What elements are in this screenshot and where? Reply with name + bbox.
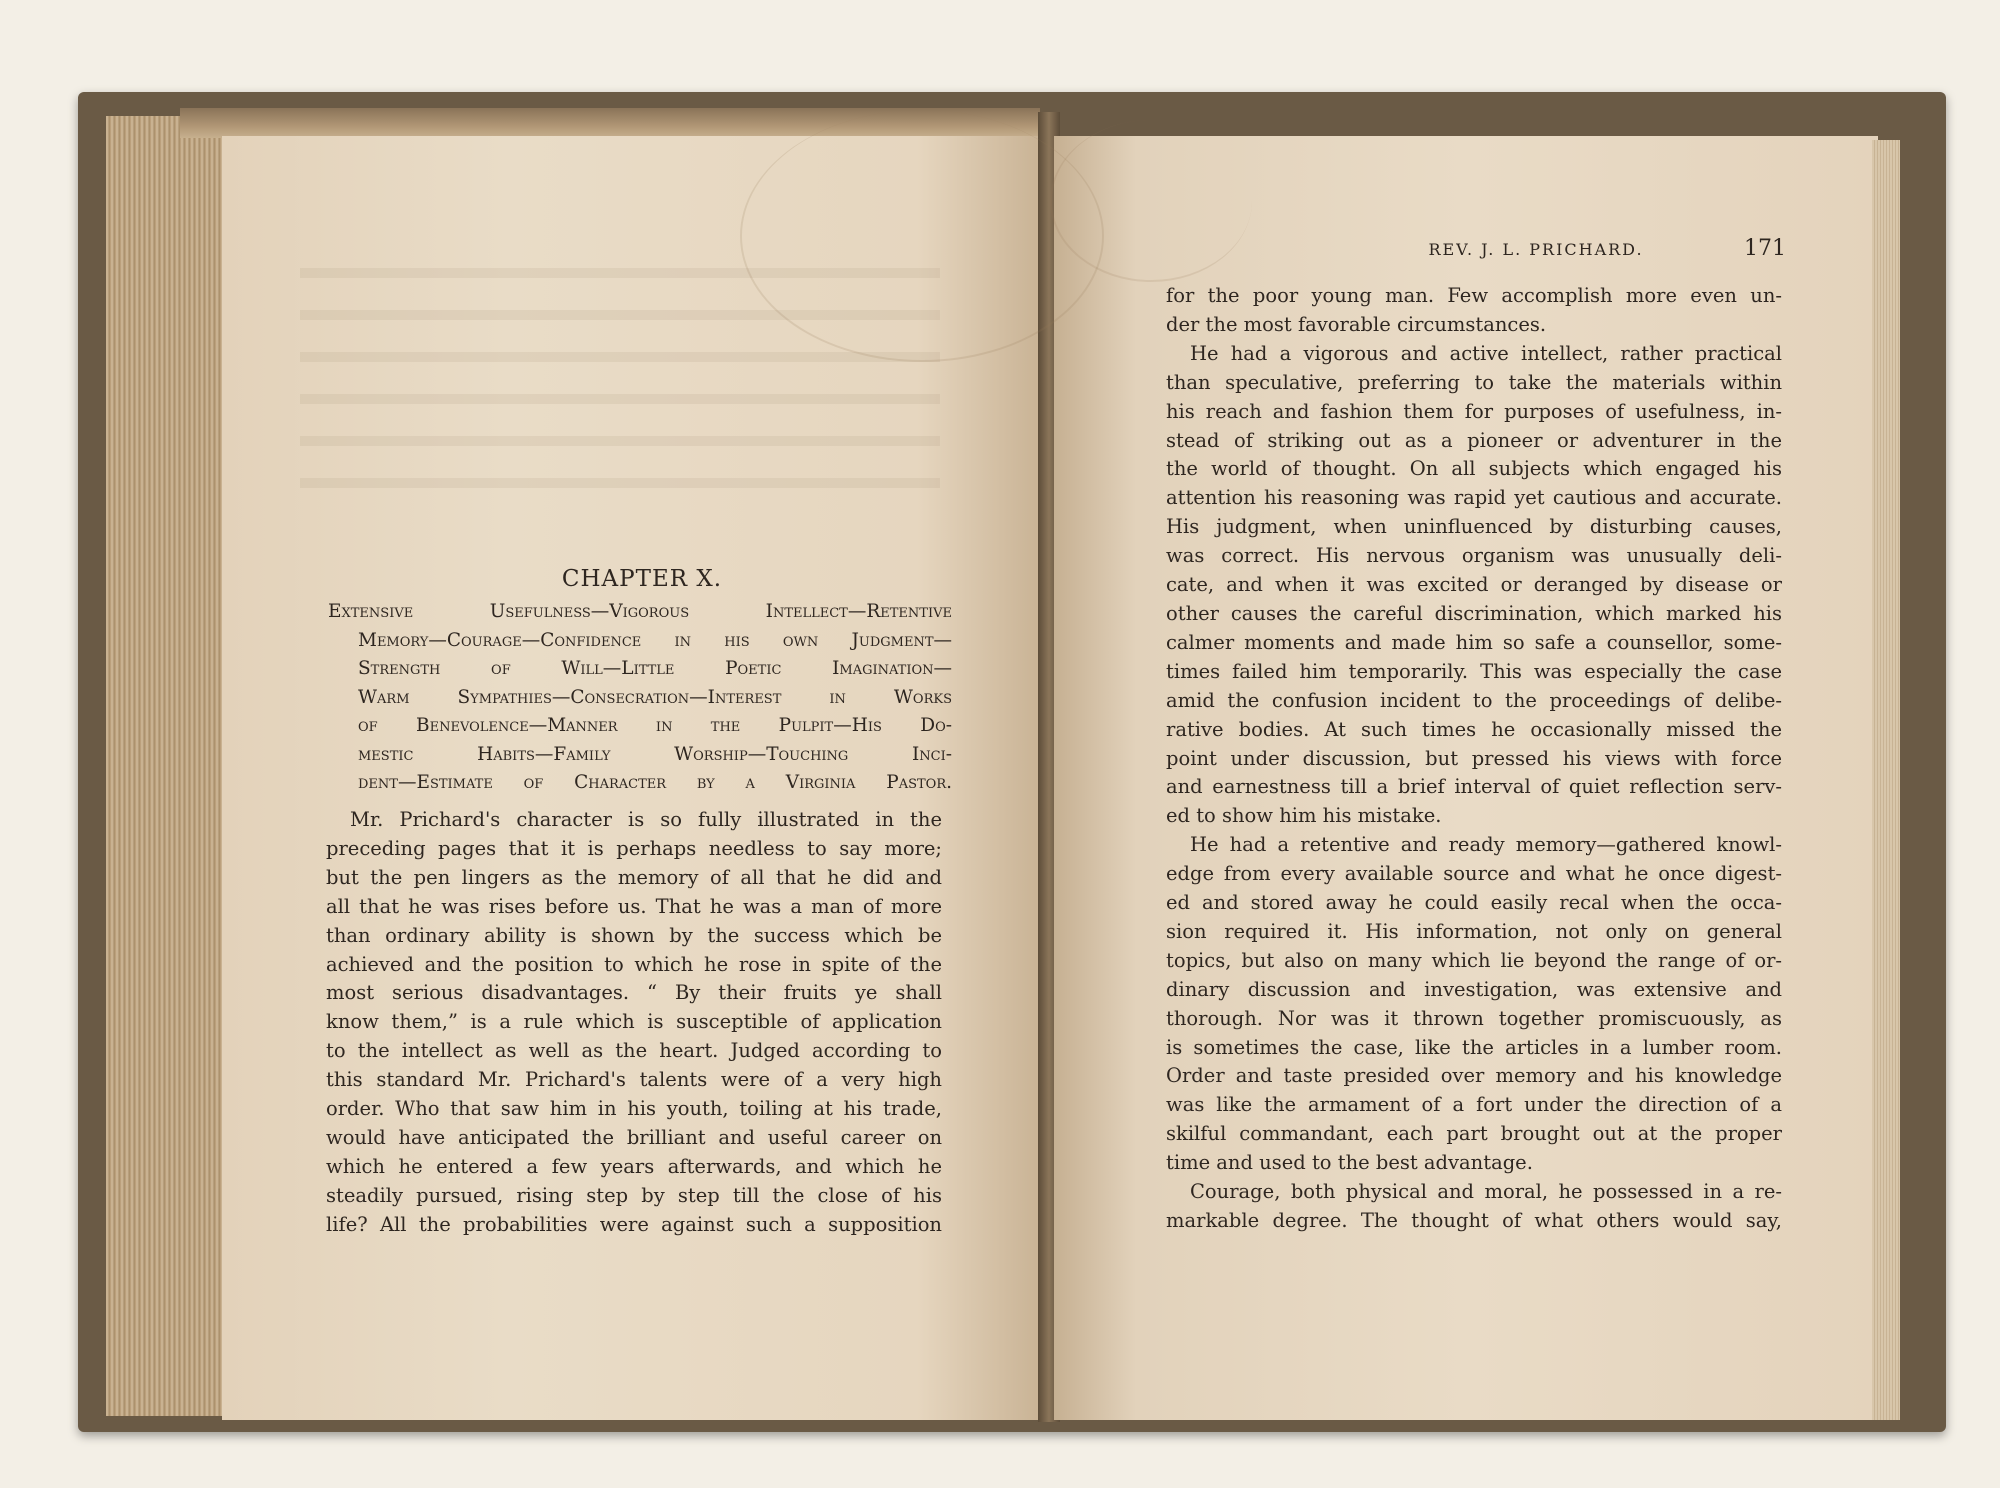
summary-line: Extensive Usefulness—Vigorous Intellect—Retentive [328, 601, 952, 622]
text-line: Order and taste presided over memory and his knowledge [1166, 1064, 1782, 1088]
text-line: His judgment, when uninfluenced by disturbing causes, [1166, 515, 1782, 539]
text-line: order. Who that saw him in his youth, toiling at his trade, [326, 1097, 942, 1121]
page-edges-right [1872, 140, 1900, 1420]
water-stain [1050, 120, 1252, 282]
text-line: ed to show him his mistake. [1166, 804, 1442, 828]
water-stain [740, 110, 1104, 362]
text-line: is sometimes the case, like the articles in a lumber room. [1166, 1035, 1782, 1059]
left-page-body [326, 806, 942, 1240]
text-line: thorough. Nor was it thrown together promiscuously, as [1166, 1006, 1782, 1030]
summary-line: Memory—Courage—Confidence in his own Judgment— [358, 629, 952, 651]
text-line: was correct. His nervous organism was unusually deli- [1166, 544, 1782, 568]
summary-line: mestic Habits—Family Worship—Touching Inci- [358, 743, 952, 765]
text-line: topics, but also on many which lie beyond the range of or- [1166, 948, 1782, 972]
text-line: skilful commandant, each part brought out at the proper [1166, 1122, 1782, 1146]
text-line: for the poor young man. Few accomplish more even un- [1166, 284, 1782, 307]
text-line: amid the confusion incident to the proceedings of delibe- [1166, 688, 1782, 712]
text-line: stead of striking out as a pioneer or adventurer in the [1166, 428, 1782, 452]
page-edges-left [106, 116, 226, 1416]
summary-line: of Benevolence—Manner in the Pulpit—His Do- [358, 715, 952, 736]
text-line: time and used to the best advantage. [1166, 1151, 1533, 1175]
text-line: the world of thought. On all subjects which engaged his [1166, 457, 1782, 481]
text-line: Courage, both physical and moral, he possessed in a re- [1190, 1180, 1782, 1204]
text-line: steadily pursued, rising step by step till the close of his [326, 1183, 942, 1207]
text-line: achieved and the position to which he rose in spite of the [326, 952, 942, 976]
text-line: He had a retentive and ready memory—gathered knowl- [1190, 833, 1782, 857]
right-page-body [1166, 282, 1782, 1236]
text-line: preceding pages that it is perhaps needless to say more; [326, 836, 942, 860]
text-line: He had a vigorous and active intellect, rather practical [1190, 341, 1782, 365]
chapter-title: CHAPTER X. [561, 566, 723, 592]
text-line: know them,” is a rule which is susceptible of application [326, 1010, 942, 1034]
text-line: than ordinary ability is shown by the success which be [326, 923, 942, 947]
text-line: to the intellect as well as the heart. Judged according to [326, 1039, 942, 1063]
text-line: attention his reasoning was rapid yet cautious and accurate. [1166, 486, 1782, 510]
text-line: times failed him temporarily. This was especially the case [1166, 659, 1782, 683]
chapter-summary [328, 598, 952, 798]
text-line: calmer moments and made him so safe a counsellor, some- [1166, 630, 1782, 654]
text-line: point under discussion, but pressed his views with force [1166, 746, 1782, 770]
text-line: than speculative, preferring to take the materials within [1166, 370, 1782, 394]
text-line: and earnestness till a brief interval of quiet reflection serv- [1166, 775, 1782, 799]
text-line: all that he was rises before us. That he was a man of more [326, 894, 942, 918]
text-line: Mr. Prichard's character is so fully illustrated in the [350, 808, 942, 831]
text-line: life? All the probabilities were against such a supposition [326, 1212, 942, 1236]
summary-line: Strength of Will—Little Poetic Imagination— [358, 658, 952, 679]
page-number: 171 [1744, 236, 1786, 261]
text-line: dinary discussion and investigation, was extensive and [1166, 977, 1782, 1001]
text-line: this standard Mr. Prichard's talents were of a very high [326, 1068, 942, 1092]
text-line: was like the armament of a fort under the direction of a [1166, 1093, 1782, 1117]
text-line: edge from every available source and what he once digest- [1166, 862, 1782, 886]
text-line: most serious disadvantages. “ By their fruits ye shall [326, 981, 942, 1005]
summary-line: Warm Sympathies—Consecration—Interest in Works [358, 686, 952, 708]
text-line: which he entered a few years afterwards, and which he [326, 1154, 942, 1178]
text-line: der the most favorable circumstances. [1166, 312, 1547, 336]
text-line: would have anticipated the brilliant and useful career on [326, 1125, 942, 1149]
text-line: other causes the careful discrimination, which marked his [1166, 601, 1782, 625]
running-head: REV. J. L. PRICHARD. [1428, 240, 1644, 259]
text-line: rative bodies. At such times he occasionally missed the [1166, 717, 1782, 741]
summary-line: dent—Estimate of Character by a Virginia Pastor. [358, 772, 952, 793]
text-line: cate, and when it was excited or deranged by disease or [1166, 573, 1782, 597]
text-line: but the pen lingers as the memory of all that he did and [326, 865, 942, 889]
text-line: ed and stored away he could easily recal when the occa- [1166, 891, 1782, 915]
text-line: his reach and fashion them for purposes of usefulness, in- [1166, 399, 1782, 423]
text-line: markable degree. The thought of what others would say, [1166, 1209, 1782, 1232]
text-line: sion required it. His information, not only on general [1166, 919, 1782, 943]
